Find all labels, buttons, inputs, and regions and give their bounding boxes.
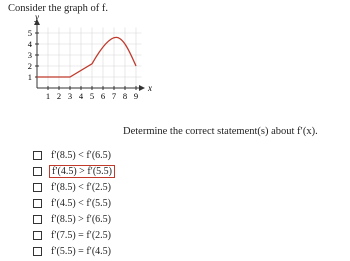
option-item[interactable] bbox=[33, 196, 115, 210]
answer-options bbox=[33, 148, 115, 261]
option-item[interactable] bbox=[33, 180, 115, 194]
y-tick-label: 3 bbox=[27, 50, 32, 60]
x-tick-label: 2 bbox=[56, 91, 62, 101]
x-axis-label: x bbox=[148, 83, 152, 93]
option-checkbox[interactable] bbox=[33, 215, 42, 224]
option-item[interactable] bbox=[33, 212, 115, 226]
x-tick-label: 8 bbox=[122, 91, 128, 101]
x-tick-label: 9 bbox=[133, 91, 139, 101]
option-label: f′(7.5) = f′(2.5) bbox=[51, 229, 111, 241]
y-tick-label: 5 bbox=[27, 28, 32, 38]
x-tick-label: 1 bbox=[45, 91, 51, 101]
graph-curve bbox=[37, 37, 136, 77]
prompt-text: Consider the graph of f. bbox=[8, 3, 109, 14]
option-label: f′(8.5) > f′(6.5) bbox=[51, 213, 111, 225]
x-tick-label: 6 bbox=[100, 91, 106, 101]
option-label: f′(5.5) = f′(4.5) bbox=[51, 246, 111, 258]
x-tick-label: 4 bbox=[78, 91, 84, 101]
y-tick-label: 2 bbox=[27, 61, 32, 71]
option-label: f′(4.5) < f′(5.5) bbox=[51, 197, 111, 209]
option-item[interactable] bbox=[33, 148, 115, 162]
question-text: Determine the correct statement(s) about f′(x). bbox=[123, 126, 318, 137]
option-checkbox[interactable] bbox=[33, 151, 42, 160]
x-tick-label: 5 bbox=[89, 91, 95, 101]
option-item[interactable] bbox=[33, 245, 115, 259]
graph-grid bbox=[37, 28, 142, 89]
option-checkbox[interactable] bbox=[33, 167, 42, 176]
option-item[interactable] bbox=[33, 228, 115, 242]
y-tick-label: 1 bbox=[27, 72, 32, 82]
option-checkbox[interactable] bbox=[33, 183, 42, 192]
option-checkbox[interactable] bbox=[33, 199, 42, 208]
option-checkbox[interactable] bbox=[33, 231, 42, 240]
y-tick-label: 4 bbox=[27, 39, 32, 49]
x-tick-label: 7 bbox=[111, 91, 117, 101]
graph-figure bbox=[0, 0, 170, 115]
y-axis-label: y bbox=[35, 12, 39, 22]
option-label: f′(8.5) < f′(6.5) bbox=[51, 149, 111, 161]
option-label: f′(4.5) > f′(5.5) bbox=[49, 165, 115, 178]
x-tick-label: 3 bbox=[67, 91, 73, 101]
option-item[interactable] bbox=[33, 164, 115, 178]
option-label: f′(8.5) < f′(2.5) bbox=[51, 181, 111, 193]
graph-svg bbox=[0, 0, 170, 115]
